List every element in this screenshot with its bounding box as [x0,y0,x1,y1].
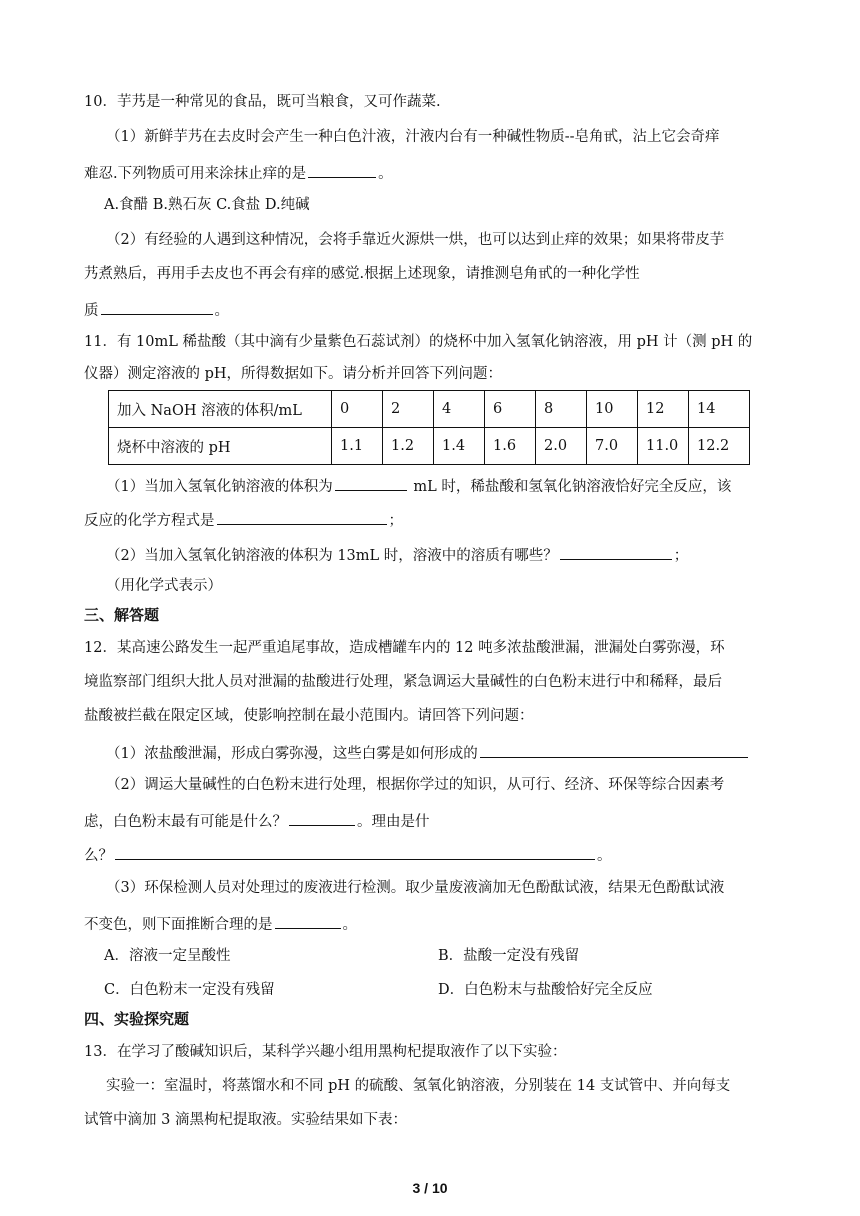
q11-p1-line2 [84,508,403,531]
table-cell: 2.0 [536,428,587,465]
q12-p3-text: 不变色，则下面推断合理的是 [84,917,273,933]
q13-line1: 13．在学习了酸碱知识后，某科学兴趣小组用黑枸杞提取液作了以下实验： [84,1044,567,1060]
q12-p2-line2 [84,809,430,832]
q13-line2: 实验一：室温时，将蒸馏水和不同 pH 的硫酸、氢氧化钠溶液，分别装在 14 支试管中、并向每支 [106,1078,731,1094]
q12-option-d: D．白色粉末与盐酸恰好完全反应 [438,982,653,998]
q11-p1-line2-text: 反应的化学方程式是 [84,513,215,529]
q12-p2-end: 。 [597,848,612,864]
q12-p3-end: 。 [342,917,357,933]
table-row-header: 烧杯中溶液的 pH [109,428,332,465]
table-cell: 1.6 [485,428,536,465]
q10-title: 10．芋艿是一种常见的食品，既可当粮食，又可作蔬菜. [84,94,441,110]
table-cell: 0 [332,391,383,428]
table-cell: 1.1 [332,428,383,465]
q12-p2-text: 虑，白色粉末最有可能是什么？ [84,814,287,830]
q12-p2-text-b: 。理由是什 [357,814,430,830]
q11-line1: 11．有 10mL 稀盐酸（其中滴有少量紫色石蕊试剂）的烧杯中加入氢氧化钠溶液，用 pH 计（测 pH 的 [84,334,753,350]
q10-p2-line2: 艿煮熟后，再用手去皮也不再会有痒的感觉.根据上述现象，请推测皂角甙的一种化学性 [84,266,640,282]
answer-blank [335,474,407,491]
answer-blank [289,809,355,826]
answer-blank [217,508,387,525]
q10-p1-line1: （1）新鲜芋艿在去皮时会产生一种白色汁液，汁液内台有一种碱性物质--皂角甙，沾上它会奇痒 [106,129,720,145]
q12-p1 [106,741,750,764]
q10-p2-line3 [84,298,229,321]
table-cell: 11.0 [638,428,689,465]
q11-p1-text: （1）当加入氢氧化钠溶液的体积为 [106,479,333,495]
q10-p2-text: 质 [84,303,99,319]
q12-line1: 12．某高速公路发生一起严重追尾事故，造成槽罐车内的 12 吨多浓盐酸泄漏，泄漏处白雾弥漫，环 [84,640,725,656]
answer-blank [115,843,595,860]
q12-line2: 境监察部门组织大批人员对泄漏的盐酸进行处理，紧急调运大量碱性的白色粉末进行中和稀释，最后 [84,674,722,690]
q11-p1-text-b: mL 时，稀盐酸和氢氧化钠溶液恰好完全反应，该 [408,479,732,495]
q12-option-a: A．溶液一定呈酸性 [104,948,231,964]
answer-blank [275,912,341,929]
table-cell: 1.2 [383,428,434,465]
q10-options: A.食醋 B.熟石灰 C.食盐 D.纯碱 [104,197,310,213]
table-row [109,428,750,465]
table-cell: 14 [689,391,750,428]
q11-p1-end: ； [388,513,403,529]
q12-p2-line1: （2）调运大量碱性的白色粉末进行处理，根据你学过的知识，从可行、经济、环保等综合因素考 [106,777,725,793]
q11-p2-text: （2）当加入氢氧化钠溶液的体积为 13mL 时，溶液中的溶质有哪些？ [106,548,558,564]
page-number: 3 / 10 [412,1180,448,1196]
table-cell: 10 [587,391,638,428]
table-cell: 6 [485,391,536,428]
answer-blank [560,543,672,560]
table-row-header: 加入 NaOH 溶液的体积/mL [109,391,332,428]
section-heading-3: 三、解答题 [84,606,160,624]
table-cell: 4 [434,391,485,428]
table-cell: 12.2 [689,428,750,465]
q13-line3: 试管中滴加 3 滴黑枸杞提取液。实验结果如下表： [84,1112,407,1128]
q12-p3-line1: （3）环保检测人员对处理过的废液进行检测。取少量废液滴加无色酚酞试液，结果无色酚酞试液 [106,880,725,896]
table-cell: 8 [536,391,587,428]
q11-line2: 仪器）测定溶液的 pH，所得数据如下。请分析并回答下列问题： [84,366,503,382]
ph-data-table [108,390,750,465]
q11-p2-end: ； [673,548,689,564]
q10-p1-text: 难忍.下列物质可用来涂抹止痒的是 [84,166,307,182]
q12-option-c: C．白色粉末一定没有残留 [104,982,275,998]
answer-blank [101,298,213,315]
q12-option-b: B．盐酸一定没有残留 [438,948,580,964]
answer-blank [308,161,376,178]
q12-p2-line3-text: 么？ [84,848,113,864]
q10-p2-line1: （2）有经验的人遇到这种情况，会将手靠近火源烘一烘，也可以达到止痒的效果；如果将带皮芋 [106,232,725,248]
section-heading-4: 四、实验探究题 [84,1010,190,1028]
table-row [109,391,750,428]
q12-p3-line2 [84,912,357,935]
table-cell: 12 [638,391,689,428]
q11-p2-note: （用化学式表示） [106,578,222,594]
answer-blank [480,741,748,758]
q12-p1-text: （1）浓盐酸泄漏，形成白雾弥漫，这些白雾是如何形成的 [106,746,478,762]
q10-p1-end: 。 [378,166,393,182]
table-cell: 7.0 [587,428,638,465]
table-cell: 2 [383,391,434,428]
q12-p2-line3 [84,843,612,866]
q11-p2 [106,543,688,566]
table-cell: 1.4 [434,428,485,465]
q12-line3: 盐酸被拦截在限定区域，使影响控制在最小范围内。请回答下列问题： [84,708,534,724]
q11-p1 [106,474,731,497]
q10-p1-line2 [84,161,393,184]
q10-p2-end: 。 [214,303,229,319]
